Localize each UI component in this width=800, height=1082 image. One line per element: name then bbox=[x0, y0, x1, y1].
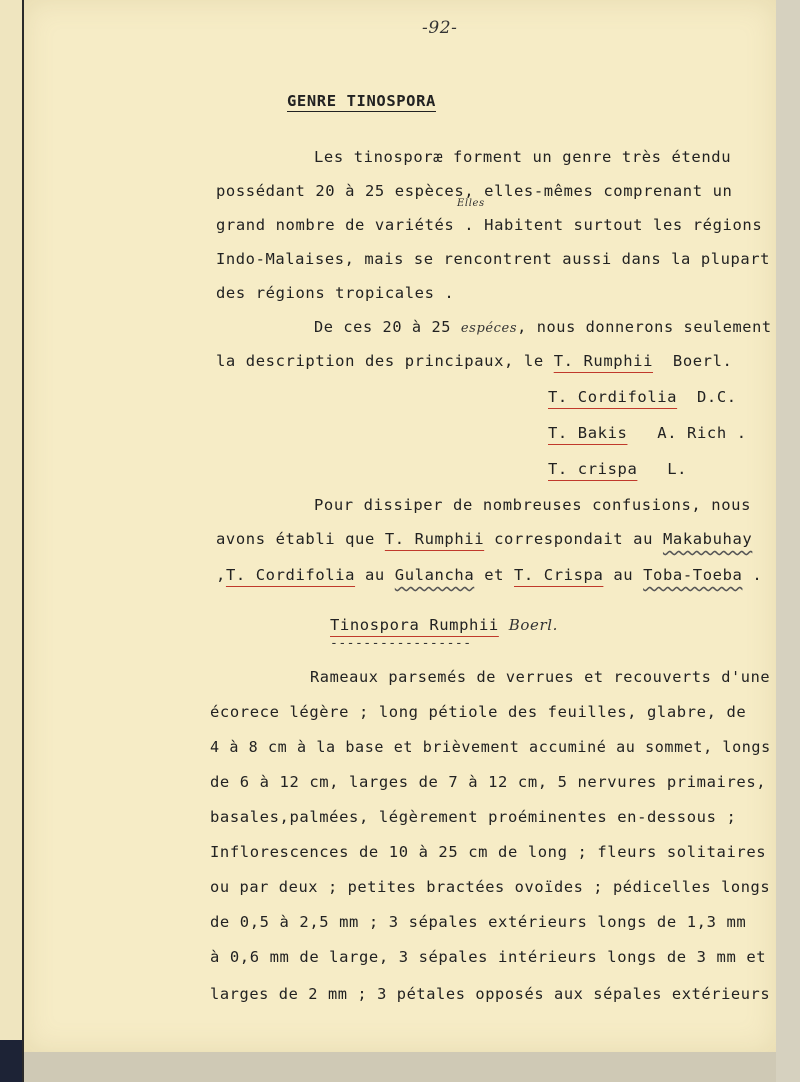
description-line: ou par deux ; petites bractées ovoïdes ; pédicelles longs bbox=[210, 878, 771, 896]
species-name: T. Bakis bbox=[548, 424, 628, 442]
left-page-edge bbox=[0, 0, 24, 1082]
confusion-line-2: avons établi que T. Rumphii correspondait au Makabuhay bbox=[216, 530, 753, 548]
intro-line-3: grand nombre de variétés . Habitent surtout les régions bbox=[216, 216, 763, 234]
description-line: écorece légère ; long pétiole des feuilles, glabre, de bbox=[210, 703, 747, 721]
description-line: de 6 à 12 cm, larges de 7 à 12 cm, 5 nervures primaires, bbox=[210, 773, 767, 791]
page-title: GENRE TINOSPORA bbox=[287, 92, 436, 110]
handwritten-author: Boerl. bbox=[508, 616, 559, 634]
intro-line-1: Les tinosporæ forment un genre très étendu bbox=[314, 148, 732, 166]
description-line: Inflorescences de 10 à 25 cm de long ; fleurs solitaires bbox=[210, 843, 767, 861]
species-row bbox=[548, 424, 747, 442]
handwritten-correction-especes: espéces bbox=[460, 321, 518, 336]
description-line: de 0,5 à 2,5 mm ; 3 sépales extérieurs longs de 1,3 mm bbox=[210, 913, 747, 931]
typed-page bbox=[24, 0, 776, 1052]
species-row bbox=[548, 460, 687, 478]
species-author: A. Rich . bbox=[657, 424, 747, 442]
description-line: basales,palmées, légèrement proéminentes en-dessous ; bbox=[210, 808, 737, 826]
heading-dash-underline: ----------------- bbox=[330, 636, 472, 651]
local-name: Toba-Toeba bbox=[643, 566, 743, 584]
intro-line-4: Indo-Malaises, mais se rencontrent aussi dans la plupart bbox=[216, 250, 771, 268]
species-ref: T. Rumphii bbox=[384, 530, 485, 548]
bottom-margin-strip bbox=[24, 1052, 776, 1082]
species-author: Boerl. bbox=[672, 352, 733, 370]
intro-line-2: possédant 20 à 25 espèces, elles-mêmes comprenant un bbox=[216, 182, 733, 200]
species-ref: T. Cordifolia bbox=[225, 566, 356, 584]
species-name: T. Rumphii bbox=[553, 352, 654, 370]
description-line: à 0,6 mm de large, 3 sépales intérieurs longs de 3 mm et bbox=[210, 948, 767, 966]
species-line-2: la description des principaux, le T. Rumphii Boerl. bbox=[216, 352, 733, 370]
local-name: Gulancha bbox=[394, 566, 475, 584]
page-number: -92- bbox=[422, 18, 458, 38]
confusion-line-1: Pour dissiper de nombreuses confusions, nous bbox=[314, 496, 751, 514]
species-name: T. Cordifolia bbox=[548, 388, 678, 406]
description-line: 4 à 8 cm à la base et brièvement accuminé au sommet, longs bbox=[210, 738, 771, 756]
species-name: T. crispa bbox=[548, 460, 638, 478]
description-line: Rameaux parsemés de verrues et recouverts d'une bbox=[310, 668, 771, 686]
species-row bbox=[548, 388, 737, 406]
section-heading: Tinospora Rumphii Boerl. bbox=[330, 616, 559, 634]
right-margin-strip bbox=[776, 0, 800, 1082]
binding-edge bbox=[0, 1040, 22, 1082]
species-author: D.C. bbox=[697, 388, 737, 406]
description-line: larges de 2 mm ; 3 pétales opposés aux sépales extérieurs bbox=[210, 985, 771, 1003]
handwritten-insertion-elles: Elles bbox=[457, 198, 485, 209]
species-author: L. bbox=[667, 460, 688, 478]
local-name: Makabuhay bbox=[662, 530, 753, 548]
species-ref: T. Crispa bbox=[514, 566, 604, 584]
confusion-line-3: ,T. Cordifolia au Gulancha et T. Crispa au Toba-Toeba . bbox=[216, 566, 763, 584]
intro-line-5: des régions tropicales . bbox=[216, 284, 455, 302]
species-line-1: De ces 20 à 25 espéces, nous donnerons seulement bbox=[314, 318, 772, 336]
